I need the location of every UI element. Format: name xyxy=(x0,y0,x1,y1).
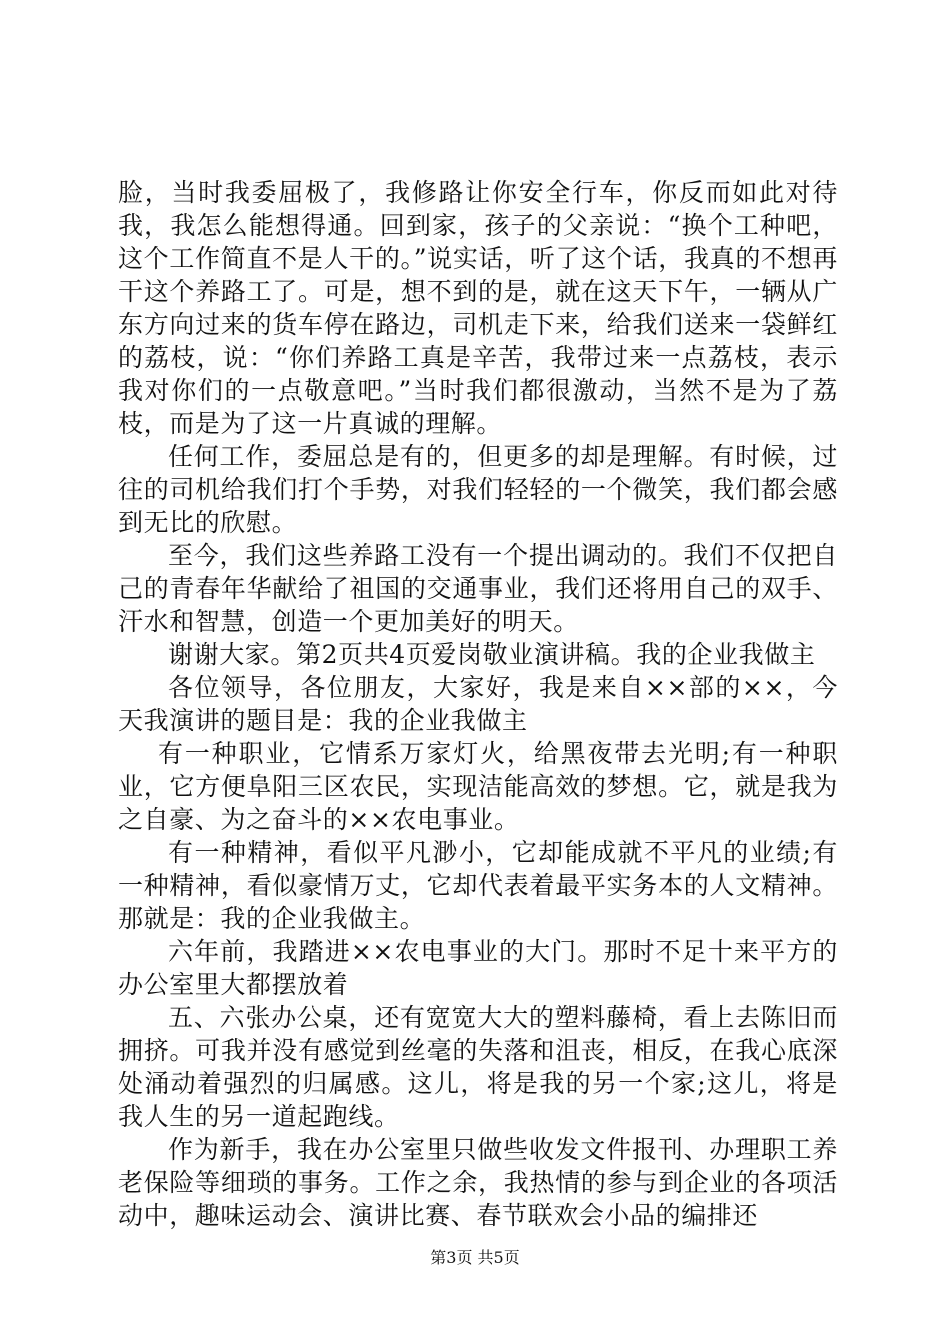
paragraph-2: 任何工作，委屈总是有的，但更多的却是理解。有时候，过往的司机给我们打个手势，对我们轻轻的一个微笑，我们都会感到无比的欣慰。 xyxy=(118,442,838,537)
paragraph-6: 有一种职业，它情系万家灯火，给黑夜带去光明;有一种职业，它方便阜阳三区农民，实现洁能高效的梦想。它，就是我为之自豪、为之奋斗的××农电事业。 xyxy=(118,739,838,834)
paragraph-1: 脸，当时我委屈极了，我修路让你安全行车，你反而如此对待我，我怎么能想得通。回到家，孩子的父亲说：“换个工种吧，这个工作简直不是人干的。”说实话，听了这个话，我真的不想再干这个养路工了。可是，想不到的是，就在这天下午，一辆从广东方向过来的货车停在路边，司机走下来，给我们送来一袋鲜红的荔枝，说：“你们养路工真是辛苦，我带过来一点荔枝，表示我对你们的一点敬意吧。”当时我们都很激动，当然不是为了荔枝，而是为了这一片真诚的理解。 xyxy=(118,178,838,438)
page-footer: 第3页 共5页 xyxy=(430,1248,520,1267)
paragraph-4: 谢谢大家。第2页共4页爱岗敬业演讲稿。我的企业我做主 xyxy=(168,640,816,669)
document-body xyxy=(118,176,838,1232)
paragraph-3: 至今，我们这些养路工没有一个提出调动的。我们不仅把自己的青春年华献给了祖国的交通事业，我们还将用自己的双手、汗水和智慧，创造一个更加美好的明天。 xyxy=(118,541,838,636)
paragraph-10: 作为新手，我在办公室里只做些收发文件报刊、办理职工养老保险等细琐的事务。工作之余，我热情的参与到企业的各项活动中，趣味运动会、演讲比赛、春节联欢会小品的编排还 xyxy=(118,1135,838,1230)
paragraph-7: 有一种精神，看似平凡渺小，它却能成就不平凡的业绩;有一种精神，看似豪情万丈，它却代表着最平实务本的人文精神。那就是：我的企业我做主。 xyxy=(118,838,838,933)
paragraph-9: 五、六张办公桌，还有宽宽大大的塑料藤椅，看上去陈旧而拥挤。可我并没有感觉到丝毫的失落和沮丧，相反，在我心底深处涌动着强烈的归属感。这儿，将是我的另一个家;这儿，将是我人生的另一道起跑线。 xyxy=(118,1003,838,1131)
paragraph-8: 六年前，我踏进××农电事业的大门。那时不足十来平方的办公室里大都摆放着 xyxy=(118,937,838,999)
paragraph-5: 各位领导，各位朋友，大家好，我是来自××部的××，今天我演讲的题目是：我的企业我做主 xyxy=(118,673,838,735)
